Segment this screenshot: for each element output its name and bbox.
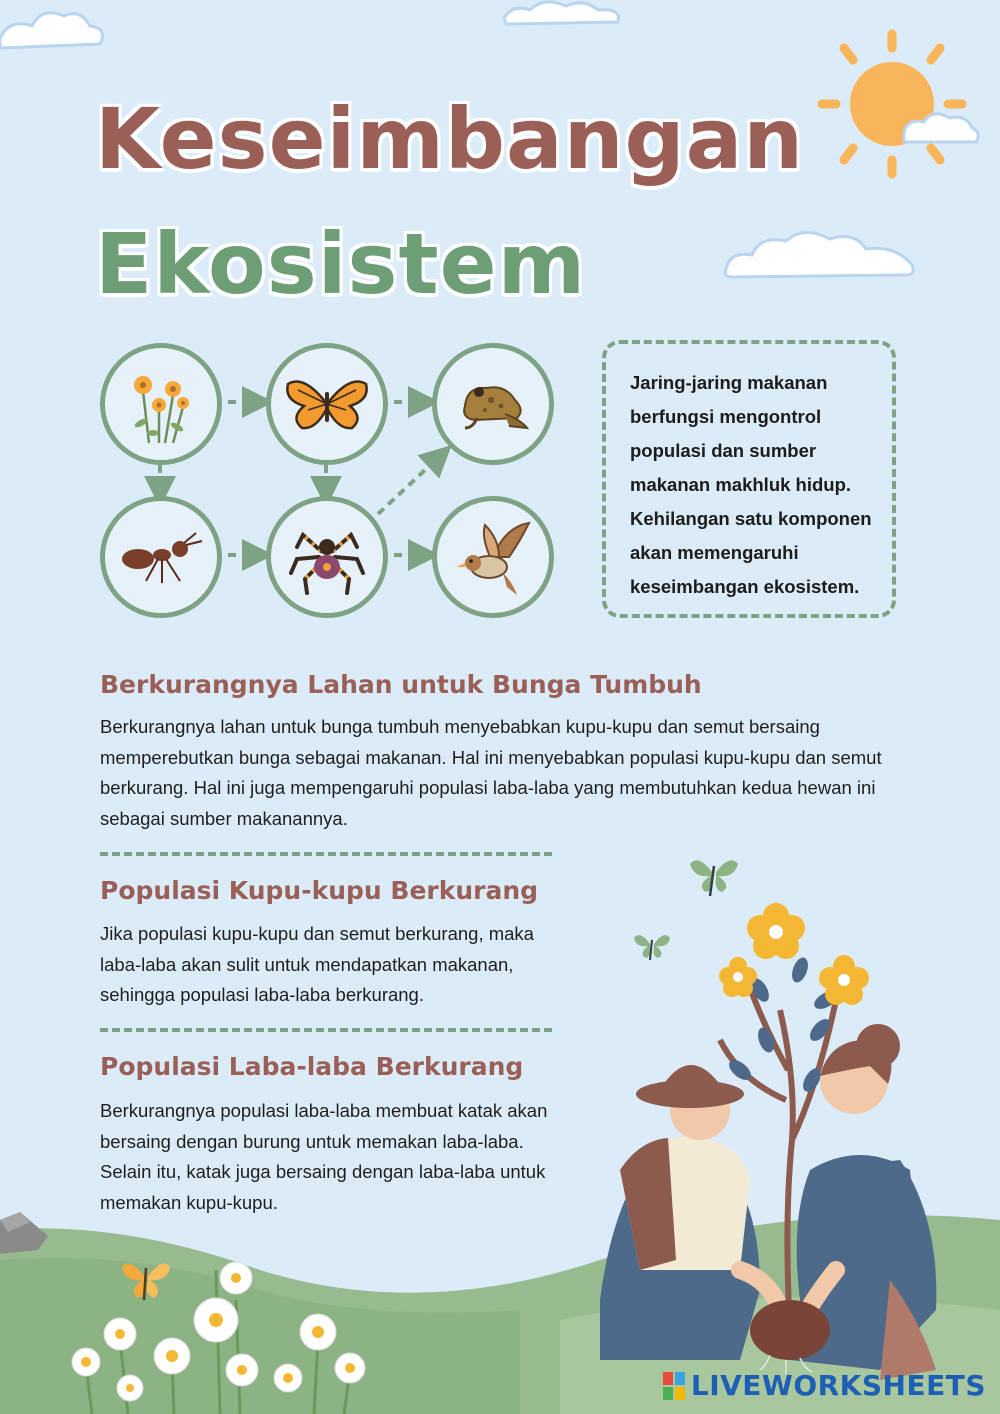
info-box bbox=[602, 340, 896, 618]
section-body-kupu: Jika populasi kupu-kupu dan semut berkurang, maka laba-laba akan sulit untuk mendapatkan makanan, sehingga populasi laba-laba berkurang. bbox=[100, 923, 534, 1005]
liveworksheets-logo-icon bbox=[663, 1372, 685, 1400]
spider-icon bbox=[287, 517, 367, 597]
landscape-illustration bbox=[0, 840, 1000, 1414]
butterfly-icon bbox=[284, 374, 370, 434]
flowers-icon bbox=[121, 361, 201, 447]
food-web-node-ant bbox=[100, 496, 222, 618]
food-web-node-flowers bbox=[100, 343, 222, 465]
section-body-laba: Berkurangnya populasi laba-laba membuat katak akan bersaing dengan burung untuk memakan laba-laba. Selain itu, katak juga bersaing dengan laba-laba untuk memakan kupu-kupu. bbox=[100, 1100, 548, 1213]
title-line-2: Ekosistem bbox=[95, 215, 587, 313]
cloud-top-center bbox=[498, 0, 628, 30]
cloud-right-mid bbox=[720, 225, 920, 285]
section-title-laba: Populasi Laba-laba Berkurang bbox=[100, 1052, 524, 1081]
section-title-kupu: Populasi Kupu-kupu Berkurang bbox=[100, 876, 539, 905]
liveworksheets-logo[interactable] bbox=[663, 1369, 986, 1402]
root-ball bbox=[750, 1300, 830, 1360]
title-line-1: Keseimbangan bbox=[95, 90, 805, 188]
food-web-node-bird bbox=[432, 496, 554, 618]
food-web-node-spider bbox=[266, 496, 388, 618]
butterfly-small-1 bbox=[690, 860, 738, 896]
info-box-text: Jaring-jaring makanan berfungsi mengontrol populasi dan sumber makanan makhluk hidup. Kehilangan satu komponen akan memengaruhi keseimbangan ekosistem. bbox=[630, 372, 872, 597]
frog-icon bbox=[455, 376, 531, 432]
section-title-lahan: Berkurangnya Lahan untuk Bunga Tumbuh bbox=[100, 670, 702, 699]
cloud-top-left bbox=[0, 0, 110, 60]
sun-icon bbox=[812, 22, 982, 192]
bird-icon bbox=[453, 517, 533, 597]
food-web-node-frog bbox=[432, 343, 554, 465]
food-web-node-butterfly bbox=[266, 343, 388, 465]
section-body-lahan: Berkurangnya lahan untuk bunga tumbuh menyebabkan kupu-kupu dan semut bersaing memperebutkan bunga sebagai makanan. Hal ini menyebabkan populasi kupu-kupu dan semut berkurang. Hal ini juga mempengaruhi populasi laba-laba yang membutuhkan kedua hewan ini sebagai sumber makanannya. bbox=[100, 716, 882, 829]
liveworksheets-logo-text: LIVEWORKSHEETS bbox=[690, 1369, 986, 1402]
ant-icon bbox=[116, 527, 206, 587]
butterfly-small-2 bbox=[634, 935, 670, 960]
